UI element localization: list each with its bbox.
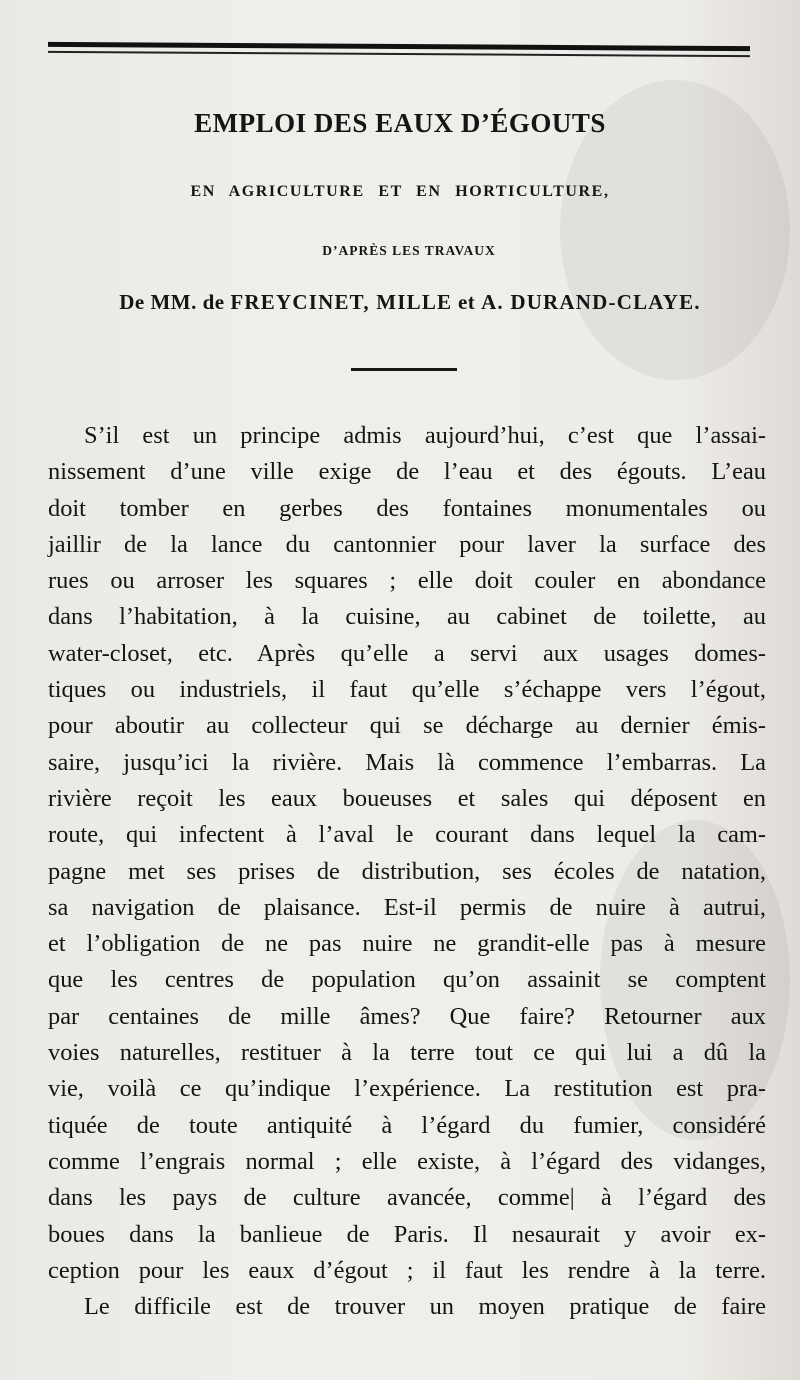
text-line: saire, jusqu’ici la rivière. Mais là commence l’embarras. La <box>48 748 766 776</box>
text-line: que les centres de population qu’on assainit se comptent <box>48 966 766 994</box>
text-line: doit tomber en gerbes des fontaines monumentales ou <box>48 494 766 522</box>
authors-names-2: A. DURAND-CLAYE. <box>481 290 701 314</box>
text-line: Le difficile est de trouver un moyen pratique de faire <box>84 1293 766 1321</box>
text-line: tiquée de toute antiquité à l’égard du fumier, considéré <box>48 1111 766 1139</box>
text-line: water-closet, etc. Après qu’elle a servi aux usages domes- <box>48 639 766 667</box>
text-line: comme l’engrais normal ; elle existe, à l’égard des vidanges, <box>48 1147 766 1175</box>
text-line: rivière reçoit les eaux boueuses et sales qui déposent en <box>48 784 766 812</box>
text-line: dans les pays de culture avancée, comme| à l’égard des <box>48 1184 766 1212</box>
text-line: rues ou arroser les squares ; elle doit couler en abondance <box>48 567 766 595</box>
text-line: jaillir de la lance du cantonnier pour laver la surface des <box>48 530 766 558</box>
section-rule <box>351 368 457 371</box>
authors-conj: et <box>452 290 482 314</box>
header-double-rule <box>48 44 750 58</box>
source-label: D’APRÈS LES TRAVAUX <box>322 243 496 258</box>
text-line: pour aboutir au collecteur qui se décharge au dernier émis- <box>48 712 766 740</box>
text-line: tiques ou industriels, il faut qu’elle s’échappe vers l’égout, <box>48 676 766 704</box>
authors-names-1: FREYCINET, MILLE <box>230 290 453 314</box>
body-text <box>48 418 766 1325</box>
text-line: boues dans la banlieue de Paris. Il nesaurait y avoir ex- <box>48 1220 766 1248</box>
text-line: voies naturelles, restituer à la terre tout ce qui lui a dû la <box>48 1039 766 1067</box>
text-line: route, qui infectent à l’aval le courant dans lequel la cam- <box>48 821 766 849</box>
text-line: vie, voilà ce qu’indique l’expérience. La restitution est pra- <box>48 1075 766 1103</box>
text-line: ception pour les eaux d’égout ; il faut les rendre à la terre. <box>48 1256 766 1284</box>
article-subtitle: EN AGRICULTURE ET EN HORTICULTURE, <box>190 183 610 200</box>
text-line: sa navigation de plaisance. Est-il permis de nuire à autrui, <box>48 893 766 921</box>
article-title: EMPLOI DES EAUX D’ÉGOUTS <box>194 108 606 138</box>
authors-prefix: De MM. de <box>119 290 231 314</box>
text-line: pagne met ses prises de distribution, ses écoles de natation, <box>48 857 766 885</box>
text-line: et l’obligation de ne pas nuire ne grandit-elle pas à mesure <box>48 930 766 958</box>
text-line: nissement d’une ville exige de l’eau et des égouts. L’eau <box>48 458 766 486</box>
text-line: S’il est un principe admis aujourd’hui, c’est que l’assai- <box>84 422 766 449</box>
text-line: par centaines de mille âmes? Que faire? Retourner aux <box>48 1002 766 1030</box>
authors-line <box>60 290 760 315</box>
text-line: dans l’habitation, à la cuisine, au cabinet de toilette, au <box>48 603 766 631</box>
